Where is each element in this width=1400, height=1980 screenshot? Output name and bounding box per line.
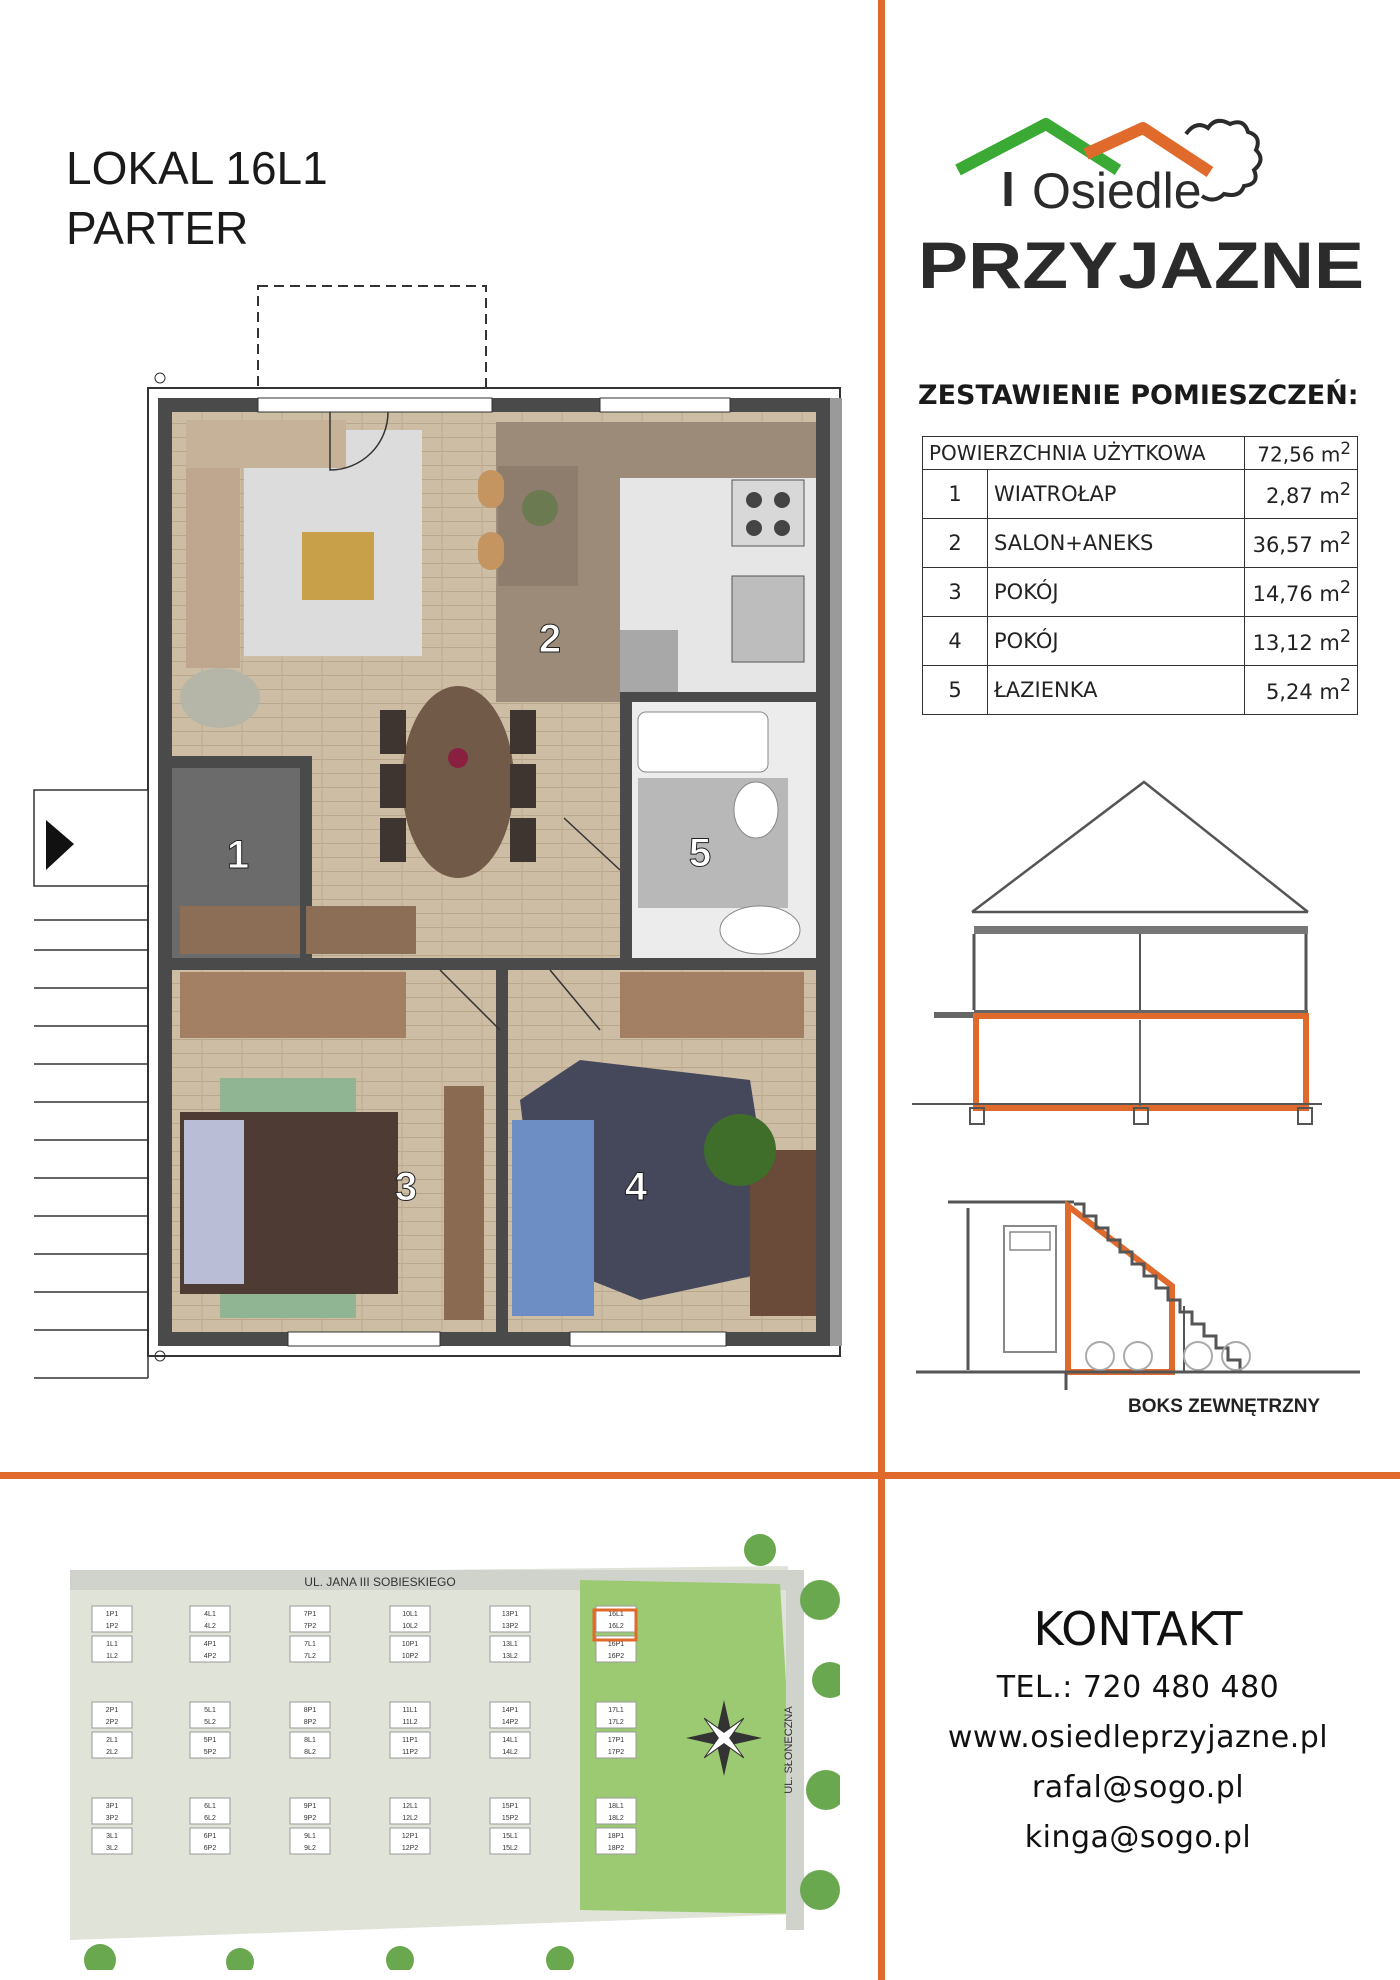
contact-phone[interactable]: TEL.: 720 480 480 (996, 1670, 1280, 1705)
street-label-top: UL. JANA III SOBIESKIEGO (304, 1575, 456, 1589)
site-unit-label: 11P1 (402, 1737, 418, 1744)
bicycle-icon (1086, 1342, 1114, 1370)
site-unit-label: 3P1 (105, 1803, 119, 1810)
site-unit-label: 2P1 (105, 1707, 119, 1714)
site-unit-label: 18L1 (608, 1803, 624, 1810)
site-unit-label: 10L2 (402, 1623, 418, 1630)
horizontal-divider (0, 1472, 1400, 1479)
site-unit-label: 5P1 (203, 1737, 217, 1744)
table-row (923, 437, 1358, 470)
room-label-4: 4 (624, 1165, 648, 1209)
site-unit-label: 13L1 (502, 1641, 518, 1648)
site-unit-label: 17P1 (607, 1737, 625, 1744)
site-unit-label: 1L2 (106, 1653, 118, 1660)
table-row: 1 WIATROŁAP 2,87 $m^2$ (923, 470, 1358, 519)
site-unit-label: 12L1 (402, 1803, 418, 1810)
rooms-summary-title: ZESTAWIENIE POMIESZCZEŃ: (918, 380, 1359, 411)
site-unit-label: 1L1 (106, 1641, 118, 1648)
contact-website-link[interactable]: www.osiedleprzyjazne.pl (947, 1720, 1329, 1755)
table-row: 2 SALON+ANEKS 36,57 $m^2$ (923, 519, 1358, 568)
house-section-diagram (912, 770, 1322, 1130)
contact-email-kinga[interactable]: kinga@sogo.pl (1024, 1820, 1252, 1855)
site-unit-label: 4L2 (204, 1623, 216, 1630)
site-unit-label: 12L2 (402, 1815, 418, 1822)
site-unit-label: 15P2 (501, 1815, 519, 1822)
total-area-label: POWIERZCHNIA UŻYTKOWA (923, 437, 1245, 470)
logo-word-przyjazne: PRZYJAZNE (918, 228, 1364, 302)
site-unit-label: 4P1 (203, 1641, 217, 1648)
site-unit-label: 18P1 (607, 1833, 625, 1840)
room-label-5: 5 (688, 831, 712, 875)
site-unit-label: 14L1 (502, 1737, 518, 1744)
total-area-value: 72,56 $m^2$ (1245, 437, 1358, 470)
site-unit-label: 16P1 (607, 1641, 625, 1648)
site-unit-label: 5L2 (204, 1719, 216, 1726)
table-row: 3 POKÓJ 14,76 $m^2$ (923, 568, 1358, 617)
site-unit-label: 3L2 (106, 1845, 118, 1852)
site-unit-label: 3L1 (106, 1833, 118, 1840)
room-label-1: 1 (226, 833, 250, 877)
site-unit-label: 1P1 (105, 1611, 119, 1618)
site-unit-label: 11L1 (402, 1707, 418, 1714)
site-unit-label: 15P1 (501, 1803, 519, 1810)
site-unit-label: 6P1 (203, 1833, 217, 1840)
site-unit-label: 2P2 (105, 1719, 119, 1726)
room-label-2: 2 (538, 617, 562, 661)
room-label-3: 3 (394, 1165, 418, 1209)
site-unit-label: 9L1 (304, 1833, 316, 1840)
site-unit-label: 4L1 (204, 1611, 216, 1618)
site-unit-label: 2L2 (106, 1749, 118, 1756)
street-label-right: UL. SŁONECZNA (783, 1706, 795, 1794)
site-unit-label: 10P2 (401, 1653, 419, 1660)
site-unit-label: 9P2 (303, 1815, 317, 1822)
site-unit-label: 18P2 (607, 1845, 625, 1852)
site-unit-label: 3P2 (105, 1815, 119, 1822)
osiedle-przyjazne-logo (918, 110, 1378, 310)
boks-diagram (916, 1194, 1360, 1396)
site-unit-label: 13P2 (501, 1623, 519, 1630)
lokal-name: LOKAL 16L1 (66, 142, 328, 194)
site-unit-label: 11P2 (402, 1749, 418, 1756)
site-unit-label: 15L1 (502, 1833, 518, 1840)
floor-name: PARTER (66, 202, 249, 254)
site-unit-label: 6L2 (204, 1815, 216, 1822)
site-unit-label: 9L2 (304, 1845, 316, 1852)
site-plan-map (40, 1530, 840, 1970)
site-unit-label: 11L2 (402, 1719, 418, 1726)
site-unit-label: 8L2 (304, 1749, 316, 1756)
site-unit-label: 5P2 (203, 1749, 217, 1756)
site-unit-label: 7P2 (303, 1623, 317, 1630)
floor-plan (20, 270, 850, 1400)
site-unit-label: 16L1 (608, 1611, 624, 1618)
site-unit-label: 8P1 (303, 1707, 317, 1714)
tree-icon (800, 1580, 840, 1620)
site-unit-label: 2L1 (106, 1737, 118, 1744)
boks-caption: BOKS ZEWNĘTRZNY (1128, 1396, 1321, 1417)
site-unit-label: 14L2 (502, 1749, 518, 1756)
site-unit-label: 8L1 (304, 1737, 316, 1744)
site-unit-label: 4P2 (203, 1653, 217, 1660)
site-unit-label: 17L2 (608, 1719, 624, 1726)
site-unit-label: 7P1 (303, 1611, 317, 1618)
contact-title: KONTAKT (1033, 1602, 1243, 1656)
vertical-divider (878, 0, 885, 1980)
site-unit-label: 16P2 (607, 1653, 625, 1660)
site-unit-label: 10P1 (401, 1641, 419, 1648)
site-unit-label: 17L1 (608, 1707, 624, 1714)
site-unit-label: 16L2 (608, 1623, 624, 1630)
site-unit-label: 13P1 (501, 1611, 519, 1618)
site-unit-label: 9P1 (303, 1803, 317, 1810)
site-unit-label: 15L2 (502, 1845, 518, 1852)
table-row: 4 POKÓJ 13,12 $m^2$ (923, 617, 1358, 666)
contact-email-rafal[interactable]: rafal@sogo.pl (1031, 1770, 1245, 1805)
site-unit-label: 7L1 (304, 1641, 316, 1648)
lokal-title (66, 138, 328, 258)
site-unit-label: 13L2 (502, 1653, 518, 1660)
site-unit-label: 14P1 (501, 1707, 519, 1714)
site-unit-label: 10L1 (402, 1611, 418, 1618)
site-unit-label: 6P2 (203, 1845, 217, 1852)
site-unit-label: 14P2 (501, 1719, 519, 1726)
site-unit-label: 18L2 (608, 1815, 624, 1822)
site-unit-label: 7L2 (304, 1653, 316, 1660)
site-unit-label: 12P1 (401, 1833, 419, 1840)
rooms-table (922, 436, 1358, 715)
site-unit-label: 6L1 (204, 1803, 216, 1810)
site-unit-label: 17P2 (607, 1749, 625, 1756)
site-unit-label: 5L1 (204, 1707, 216, 1714)
logo-word-osiedle: Osiedle (1032, 163, 1202, 219)
site-unit-label: 12P2 (401, 1845, 419, 1852)
table-row: 5 ŁAZIENKA 5,24 $m^2$ (923, 666, 1358, 715)
site-unit-label: 1P2 (105, 1623, 119, 1630)
site-unit-label: 8P2 (303, 1719, 317, 1726)
